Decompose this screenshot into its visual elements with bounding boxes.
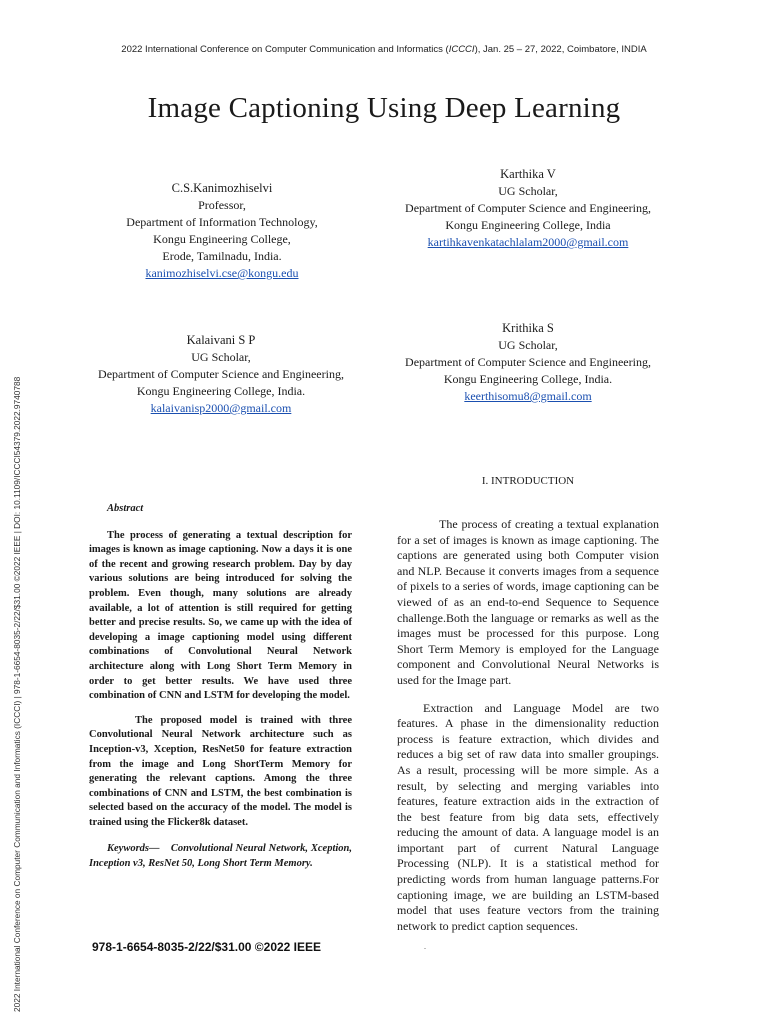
- author-role: UG Scholar,: [191, 350, 251, 364]
- author-block-1: [92, 180, 352, 282]
- conference-header-post: ), Jan. 25 – 27, 2022, Coimbatore, INDIA: [474, 44, 647, 55]
- author-college: Kongu Engineering College, India.: [136, 384, 306, 398]
- author-block-2: [390, 166, 666, 251]
- author-block-4: [390, 320, 666, 405]
- introduction-paragraph-1: The process of creating a textual explanation for a set of images is known as image captioning. The captions are generated using both Computer vision and NLP. Because it converts images from a sequence of pixels to a series of words, image captioning can be viewed of as an end-to-end Sequence to Sequence challenge.Both the language or remarks as well as the images must be processed for this purpose. Long Short Term Memory is employed for the Language component and Convolutional Neural Networks is used for the Image part.: [397, 517, 659, 687]
- author-name: C.S.Kanimozhiselvi: [171, 181, 273, 195]
- author-department: Department of Computer Science and Engineering,: [405, 201, 651, 215]
- author-email-link[interactable]: kanimozhiselvi.cse@kongu.edu: [145, 266, 299, 280]
- author-department: Department of Computer Science and Engineering,: [405, 355, 651, 369]
- author-department: Department of Information Technology,: [126, 215, 318, 229]
- author-role: UG Scholar,: [498, 338, 558, 352]
- author-college: Kongu Engineering College, India: [445, 218, 611, 232]
- author-block-3: [86, 332, 356, 417]
- conference-abbr: ICCCI: [448, 44, 475, 55]
- author-email-link[interactable]: kartihkavenkatachlalam2000@gmail.com: [427, 235, 629, 249]
- introduction-body: [397, 517, 659, 946]
- introduction-heading: I. INTRODUCTION: [481, 475, 575, 487]
- footer-copyright: 978-1-6654-8035-2/22/$31.00 ©2022 IEEE: [92, 940, 322, 954]
- keywords-list: Convolutional Neural Network, Xception, Inception v3, ResNet 50, Long Short Term Memory.: [89, 843, 353, 870]
- conference-header: [0, 44, 768, 55]
- author-name: Krithika S: [502, 321, 554, 335]
- paper-title: Image Captioning Using Deep Learning: [147, 92, 621, 124]
- author-college: Kongu Engineering College,: [153, 232, 291, 246]
- author-email-link[interactable]: keerthisomu8@gmail.com: [464, 389, 592, 403]
- author-role: UG Scholar,: [498, 184, 558, 198]
- author-department: Department of Computer Science and Engineering,: [98, 367, 344, 381]
- abstract-heading: Abstract: [107, 503, 144, 514]
- author-name: Kalaivani S P: [186, 333, 256, 347]
- author-college: Kongu Engineering College, India.: [443, 372, 613, 386]
- author-location: Erode, Tamilnadu, India.: [162, 249, 282, 263]
- author-email-link[interactable]: kalaivanisp2000@gmail.com: [150, 401, 292, 415]
- abstract-paragraph-1: The process of generating a textual description for images is known as image captioning. Now a days it is one of the recent and growing research problem. Day by day various solutions are being introduced for solving the problem. Even though, many solutions are already available, a lot of attention is still required for getting better and precise results. So, we came up with the idea of developing a image captioning model using different combinations of Convolutional Neural Network architecture along with Long Short Term Memory in order to get better results. We have used three combination of CNN and LSTM for developing the model.: [89, 529, 352, 702]
- abstract-section: [89, 502, 352, 882]
- keywords-label: Keywords—: [107, 843, 160, 855]
- author-name: Karthika V: [500, 167, 556, 181]
- abstract-paragraph-2: The proposed model is trained with three Convolutional Neural Network architecture such as Inception-v3, Xception, ResNet50 for feature extraction from the image and Long ShortTerm Memory for generating the relevant captions. Among the three combinations of CNN and LSTM, the best combination is selected based on the accuracy of the model. The model is trained using the Flicker8k dataset.: [89, 714, 352, 828]
- footer-dot: .: [424, 942, 426, 951]
- sidebar-doi-text: 2022 International Conference on Computer Communication and Informatics (ICCCI) | 978-1-6654-8035-2/22/$31.00 ©2022 IEEE | DOI: 10.1109/ICCCI54379.2022.9740788: [12, 376, 22, 1012]
- author-role: Professor,: [198, 198, 246, 212]
- introduction-paragraph-2: Extraction and Language Model are two features. A phase in the dimensionality reduction process is feature extraction, which divides and reduces a big set of raw data into smaller groupings. As a result, processing will be more simple. As a result, by selecting and merging variables into features, feature extraction aids in the extraction of the best feature from big data sets, effectively reducing the amount of data. A language model is an important part of current Natural Language Processing (NLP). It is a statistical method for predicting words from human language patterns.For captioning image, we are building an LSTM-based model that uses feature vectors from the training network to predict caption sequences.: [397, 700, 659, 933]
- conference-header-pre: 2022 International Conference on Computer Communication and Informatics (: [121, 44, 449, 55]
- keywords: [89, 842, 352, 871]
